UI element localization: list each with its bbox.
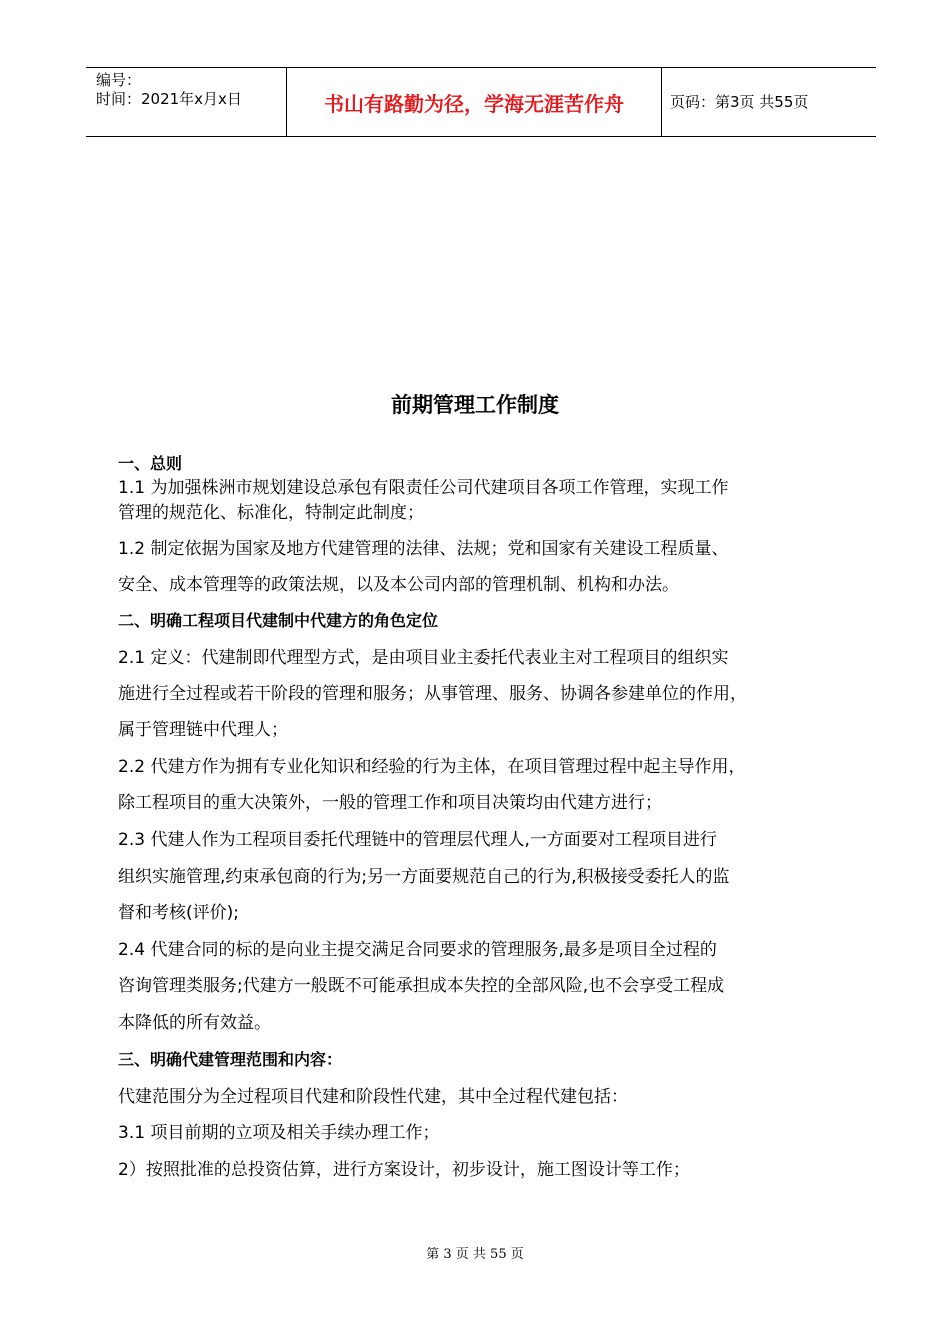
paragraph-line: 组织实施管理,约束承包商的行为;另一方面要规范自己的行为,积极接受委托人的监 bbox=[118, 867, 730, 887]
paragraph-line: 咨询管理类服务;代建方一般既不可能承担成本失控的全部风险,也不会享受工程成 bbox=[118, 976, 725, 996]
section-heading: 三、明确代建管理范围和内容： bbox=[118, 1050, 343, 1069]
header-left-cell bbox=[86, 68, 286, 136]
section-heading: 一、总则 bbox=[118, 454, 183, 473]
page-footer: 第 3 页 共 55 页 bbox=[426, 1247, 524, 1262]
header-page-cell bbox=[662, 68, 876, 136]
paragraph-line: 管理的规范化、标准化，特制定此制度； bbox=[118, 503, 424, 523]
paragraph-line: 1.2 制定依据为国家及地方代建管理的法律、法规；党和国家有关建设工程质量、 bbox=[118, 539, 729, 559]
paragraph-line: 本降低的所有效益。 bbox=[118, 1013, 271, 1033]
paragraph-line: 除工程项目的重大决策外，一般的管理工作和项目决策均由代建方进行； bbox=[118, 793, 662, 813]
paragraph-line: 1.1 为加强株洲市规划建设总承包有限责任公司代建项目各项工作管理，实现工作 bbox=[118, 478, 729, 498]
paragraph-line: 施进行全过程或若干阶段的管理和服务；从事管理、服务、协调各参建单位的作用， bbox=[118, 684, 747, 704]
paragraph-line: 3.1 项目前期的立项及相关手续办理工作； bbox=[118, 1123, 440, 1143]
document-header bbox=[86, 67, 876, 137]
section-heading: 二、明确工程项目代建制中代建方的角色定位 bbox=[118, 611, 439, 630]
paragraph-line: 属于管理链中代理人； bbox=[118, 720, 288, 740]
paragraph-line: 2.2 代建方作为拥有专业化知识和经验的行为主体，在项目管理过程中起主导作用， bbox=[118, 757, 746, 777]
paragraph-line: 2.4 代建合同的标的是向业主提交满足合同要求的管理服务,最多是项目全过程的 bbox=[118, 940, 717, 960]
header-motto-cell bbox=[286, 68, 662, 136]
paragraph-line: 安全、成本管理等的政策法规，以及本公司内部的管理机制、机构和办法。 bbox=[118, 575, 679, 595]
paragraph-line: 代建范围分为全过程项目代建和阶段性代建，其中全过程代建包括： bbox=[118, 1087, 628, 1107]
header-page-info: 页码：第3页 共55页 bbox=[670, 93, 809, 111]
header-motto: 书山有路勤为径，学海无涯苦作舟 bbox=[324, 92, 624, 116]
paragraph-line: 2.1 定义：代建制即代理型方式，是由项目业主委托代表业主对工程项目的组织实 bbox=[118, 648, 729, 668]
paragraph-line: 2）按照批准的总投资估算，进行方案设计，初步设计，施工图设计等工作； bbox=[118, 1160, 690, 1180]
paragraph-line: 2.3 代建人作为工程项目委托代理链中的管理层代理人,一方面要对工程项目进行 bbox=[118, 830, 717, 850]
document-title: 前期管理工作制度 bbox=[391, 393, 559, 417]
document-code-label: 编号： bbox=[96, 71, 142, 89]
document-date-label: 时间：2021年x月x日 bbox=[96, 90, 242, 108]
paragraph-line: 督和考核(评价); bbox=[118, 903, 239, 923]
